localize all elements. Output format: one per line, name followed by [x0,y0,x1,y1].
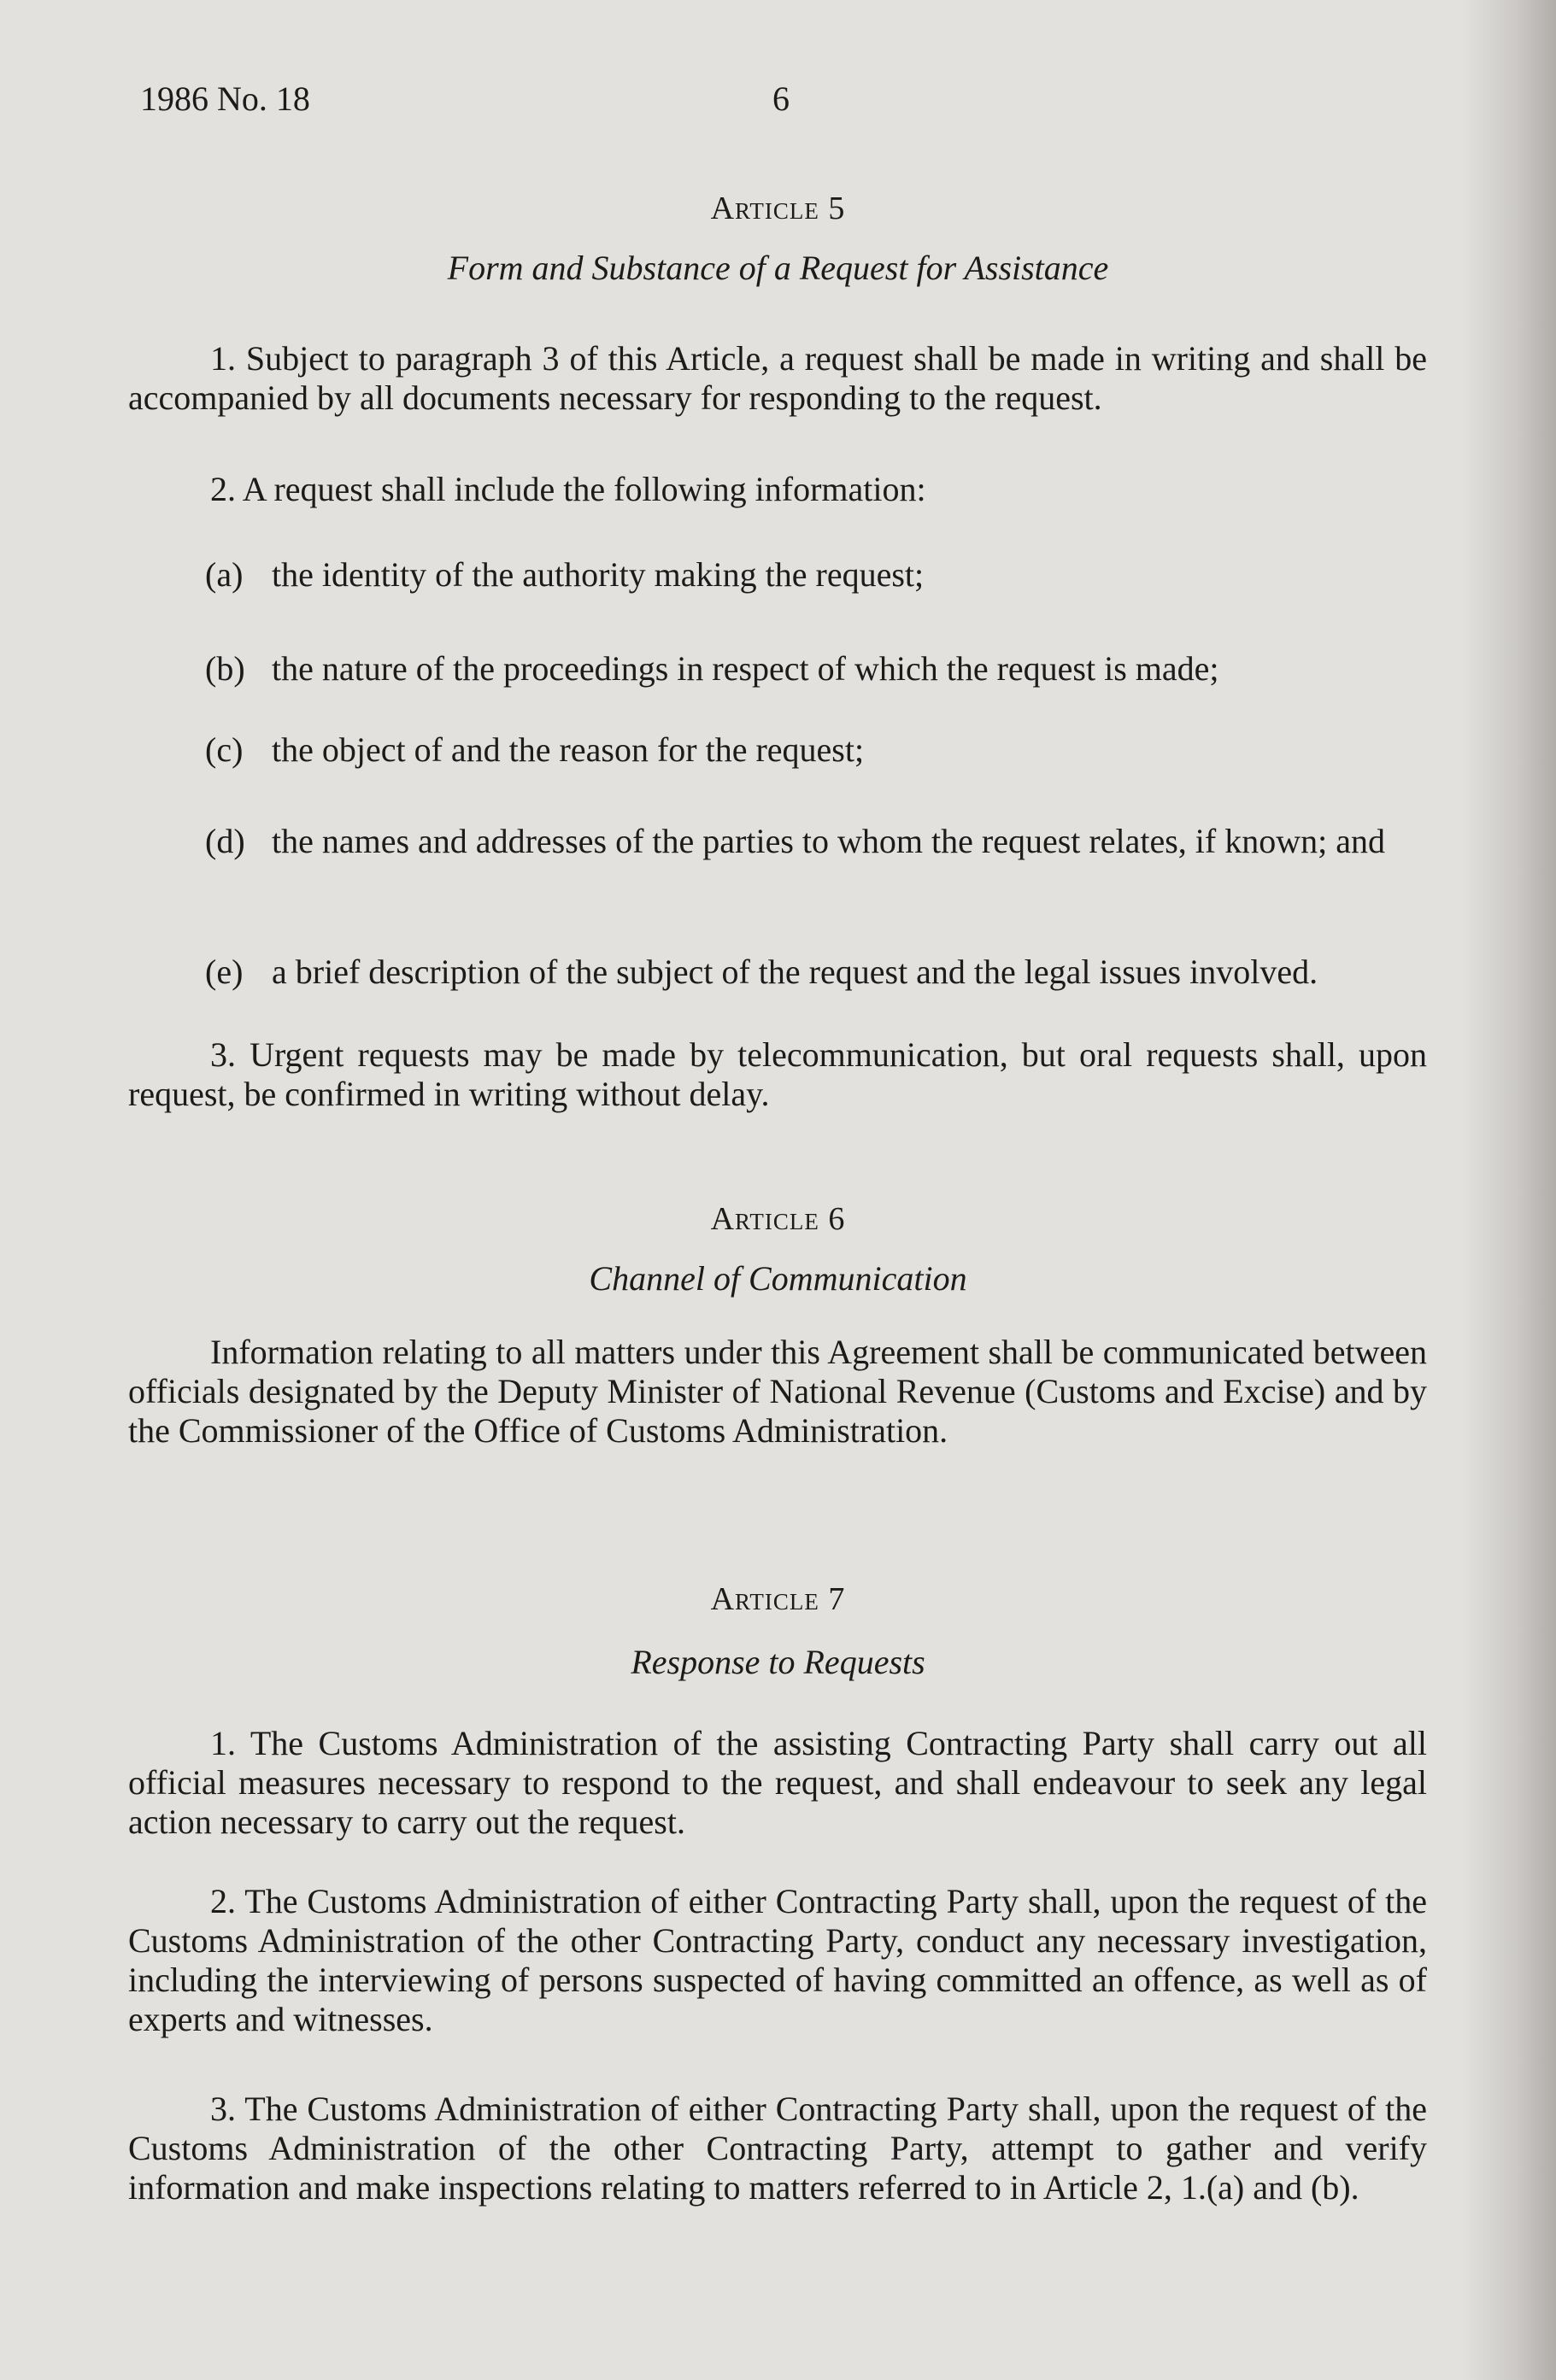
article-6-heading: Article 6 [710,1201,846,1237]
article-6-subtitle: Channel of Communication [589,1259,967,1298]
list-item-label: (d) [205,822,245,860]
page-number: 6 [772,79,790,118]
list-item-text: the object of and the reason for the request; [272,730,865,769]
list-item-text: a brief description of the subject of the request and the legal issues involved. [272,953,1318,991]
list-item-label: (e) [205,953,244,991]
article-6-paragraph-1: Information relating to all matters under this Agreement shall be communicated between officials designated by the Deputy Minister of National Revenue (Customs and Excise) and by the Commissioner of the Office of Customs Administration. [128,1333,1427,1450]
article-7-heading: Article 7 [710,1581,846,1617]
article-5-paragraph-2: 2. A request shall include the following information: [210,470,926,508]
list-item-text: the names and addresses of the parties to whom the request relates, if known; and [272,822,1385,860]
article-7-paragraph-3: 3. The Customs Administration of either Contracting Party shall, upon the request of the Customs Administration of the other Contracting Party, attempt to gather and verify information and make inspections relating to matters referred to in Article 2, 1.(a) and (b). [128,2090,1427,2207]
article-5-paragraph-1: 1. Subject to paragraph 3 of this Article, a request shall be made in writing and shall be accompanied by all documents necessary for responding to the request. [128,339,1427,417]
article-7-subtitle: Response to Requests [631,1643,925,1681]
list-item-text: the nature of the proceedings in respect of which the request is made; [272,649,1219,688]
article-7-paragraph-2: 2. The Customs Administration of either Contracting Party shall, upon the request of the Customs Administration of the other Contracting Party, conduct any necessary investigation, including the interviewing of persons suspected of having committed an offence, as well as of experts and witnesses. [128,1882,1427,2038]
article-7-paragraph-1: 1. The Customs Administration of the assisting Contracting Party shall carry out all official measures necessary to respond to the request, and shall endeavour to seek any legal action necessary to carry out the request. [128,1724,1427,1841]
document-reference: 1986 No. 18 [140,79,310,118]
article-5-paragraph-3: 3. Urgent requests may be made by telecommunication, but oral requests shall, upon request, be confirmed in writing without delay. [128,1035,1427,1113]
list-item-label: (b) [205,649,245,688]
list-item-label: (a) [205,555,244,594]
page-edge-shadow [1462,0,1556,2380]
list-item-label: (c) [205,730,244,769]
article-5-subtitle: Form and Substance of a Request for Assistance [447,249,1109,287]
article-5-heading: Article 5 [710,191,846,226]
list-item-text: the identity of the authority making the request; [272,555,925,594]
